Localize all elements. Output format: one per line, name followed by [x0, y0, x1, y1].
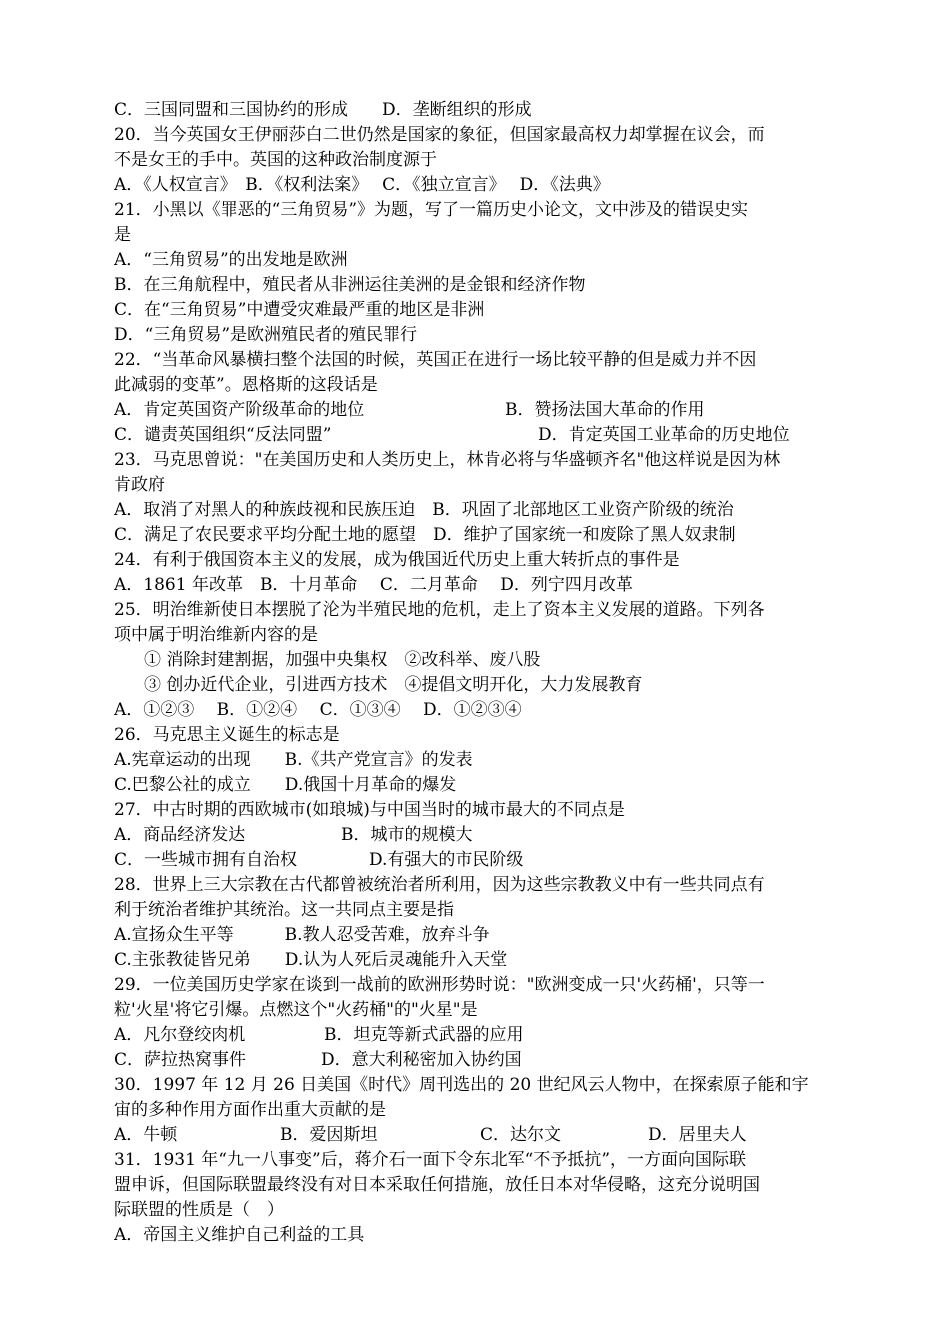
q20-stem: 20．当今英国女王伊丽莎白二世仍然是国家的象征，但国家最高权力却掌握在议会，而 [114, 125, 765, 145]
q29-option-b: B．坦克等新式武器的应用 [324, 1025, 524, 1045]
q22-option-c: C．谴责英国组织“反法同盟” [114, 425, 332, 445]
q29-option-c: C．萨拉热窝事件 [114, 1050, 247, 1070]
q24-stem: 24．有利于俄国资本主义的发展，成为俄国近代历史上重大转折点的事件是 [114, 550, 680, 570]
q29-option-a: A．凡尔登绞肉机 [114, 1025, 246, 1045]
q30-stem: 30．1997 年 12 月 26 日美国《时代》周刊选出的 20 世纪风云人物中，在探索原子能和宇 [114, 1075, 809, 1095]
q21-option-a: A．“三角贸易”的出发地是欧洲 [114, 250, 348, 270]
q22-option-b: B．赞扬法国大革命的作用 [505, 400, 705, 420]
q25-stem: 25．明治维新使日本摆脱了沦为半殖民地的危机，走上了资本主义发展的道路。下列各 [114, 600, 765, 620]
q21-stem-cont: 是 [114, 225, 131, 245]
q20-options: A．《人权宣言》 B．《权利法案》 C．《独立宣言》 D．《法典》 [114, 175, 610, 195]
q30-option-c: C．达尔文 [480, 1125, 562, 1145]
q27-option-b: B．城市的规模大 [341, 825, 473, 845]
q27-option-c: C．一些城市拥有自治权 [114, 850, 298, 870]
q21-option-c: C．在“三角贸易”中遭受灾难最严重的地区是非洲 [114, 300, 485, 320]
q22-option-a: A．肯定英国资产阶级革命的地位 [114, 400, 365, 420]
q30-option-b: B．爱因斯坦 [280, 1125, 378, 1145]
q24-options: A．1861 年改革 B．十月革命 C．二月革命 D．列宁四月改革 [114, 575, 633, 595]
q31-option-a: A．帝国主义维护自己利益的工具 [114, 1225, 365, 1245]
q23-options-ab: A．取消了对黑人的种族歧视和民族压迫 B．巩固了北部地区工业资产阶级的统治 [114, 500, 734, 520]
q28-stem-cont: 利于统治者维护其统治。这一共同点主要是指 [114, 900, 454, 920]
q30-options [114, 1123, 864, 1148]
q19-options-cd: C．三国同盟和三国协约的形成 D．垄断组织的形成 [114, 100, 532, 120]
q26-options-ab: A.宪章运动的出现 B.《共产党宣言》的发表 [114, 750, 473, 770]
q28-stem: 28．世界上三大宗教在古代都曾被统治者所利用，因为这些宗教教义中有一些共同点有 [114, 875, 765, 895]
q30-option-d: D．居里夫人 [648, 1125, 747, 1145]
q27-options-ab [114, 823, 864, 848]
q23-options-cd: C．满足了农民要求平均分配土地的愿望 D．维护了国家统一和废除了黑人奴隶制 [114, 525, 736, 545]
q28-options-cd: C.主张教徒皆兄弟 D.认为人死后灵魂能升入天堂 [114, 950, 508, 970]
q20-stem-cont: 不是女王的手中。英国的这种政治制度源于 [114, 150, 437, 170]
q25-item-34: ③ 创办近代企业，引进西方技术 ④提倡文明开化，大力发展教育 [144, 675, 643, 695]
q25-item-12: ① 消除封建割据，加强中央集权 ②改科举、废八股 [144, 650, 541, 670]
q31-stem: 31．1931 年“九一八事变”后，蒋介石一面下令东北军“不予抵抗”，一方面向国际联 [114, 1150, 747, 1170]
q29-stem: 29．一位美国历史学家在谈到一战前的欧洲形势时说："欧洲变成一只'火药桶'，只等一 [114, 975, 765, 995]
q27-option-d: D.有强大的市民阶级 [369, 850, 524, 870]
q31-stem-cont: 盟申诉，但国际联盟最终没有对日本采取任何措施，放任日本对华侵略，这充分说明国 [114, 1175, 760, 1195]
q26-stem: 26．马克思主义诞生的标志是 [114, 725, 340, 745]
q22-option-d: D．肯定英国工业革命的历史地位 [538, 425, 790, 445]
q31-stem-cont2: 际联盟的性质是（ ） [114, 1200, 284, 1220]
q27-stem: 27．中古时期的西欧城市(如琅城)与中国当时的城市最大的不同点是 [114, 800, 625, 820]
q22-options-cd [114, 423, 864, 448]
q21-stem: 21．小黑以《罪恶的“三角贸易”》为题，写了一篇历史小论文，文中涉及的错误史实 [114, 200, 749, 220]
q27-options-cd [114, 848, 864, 873]
q29-stem-cont: 粒'火星'将它引爆。点燃这个"火药桶"的"火星"是 [114, 1000, 478, 1020]
q21-option-d: D．“三角贸易”是欧洲殖民者的殖民罪行 [114, 325, 418, 345]
q22-stem: 22．“当革命风暴横扫整个法国的时候，英国正在进行一场比较平静的但是威力并不因 [114, 350, 757, 370]
q29-options-cd [114, 1048, 864, 1073]
q28-options-ab: A.宣扬众生平等 B.教人忍受苦难，放弃斗争 [114, 925, 490, 945]
q29-option-d: D．意大利秘密加入协约国 [321, 1050, 522, 1070]
q22-options-ab [114, 398, 864, 423]
q26-options-cd: C.巴黎公社的成立 D.俄国十月革命的爆发 [114, 775, 457, 795]
q30-option-a: A．牛顿 [114, 1125, 178, 1145]
q27-option-a: A．商品经济发达 [114, 825, 246, 845]
q30-stem-cont: 宙的多种作用方面作出重大贡献的是 [114, 1100, 386, 1120]
q21-option-b: B．在三角航程中，殖民者从非洲运往美洲的是金银和经济作物 [114, 275, 586, 295]
q23-stem-cont: 肯政府 [114, 475, 165, 495]
q25-options: A．①②③ B．①②④ C．①③④ D．①②③④ [114, 700, 522, 720]
q23-stem: 23．马克思曾说："在美国历史和人类历史上，林肯必将与华盛顿齐名"他这样说是因为林 [114, 450, 781, 470]
q25-stem-cont: 项中属于明治维新内容的是 [114, 625, 318, 645]
q29-options-ab [114, 1023, 864, 1048]
q22-stem-cont: 此减弱的变革”。恩格斯的这段话是 [114, 375, 378, 395]
